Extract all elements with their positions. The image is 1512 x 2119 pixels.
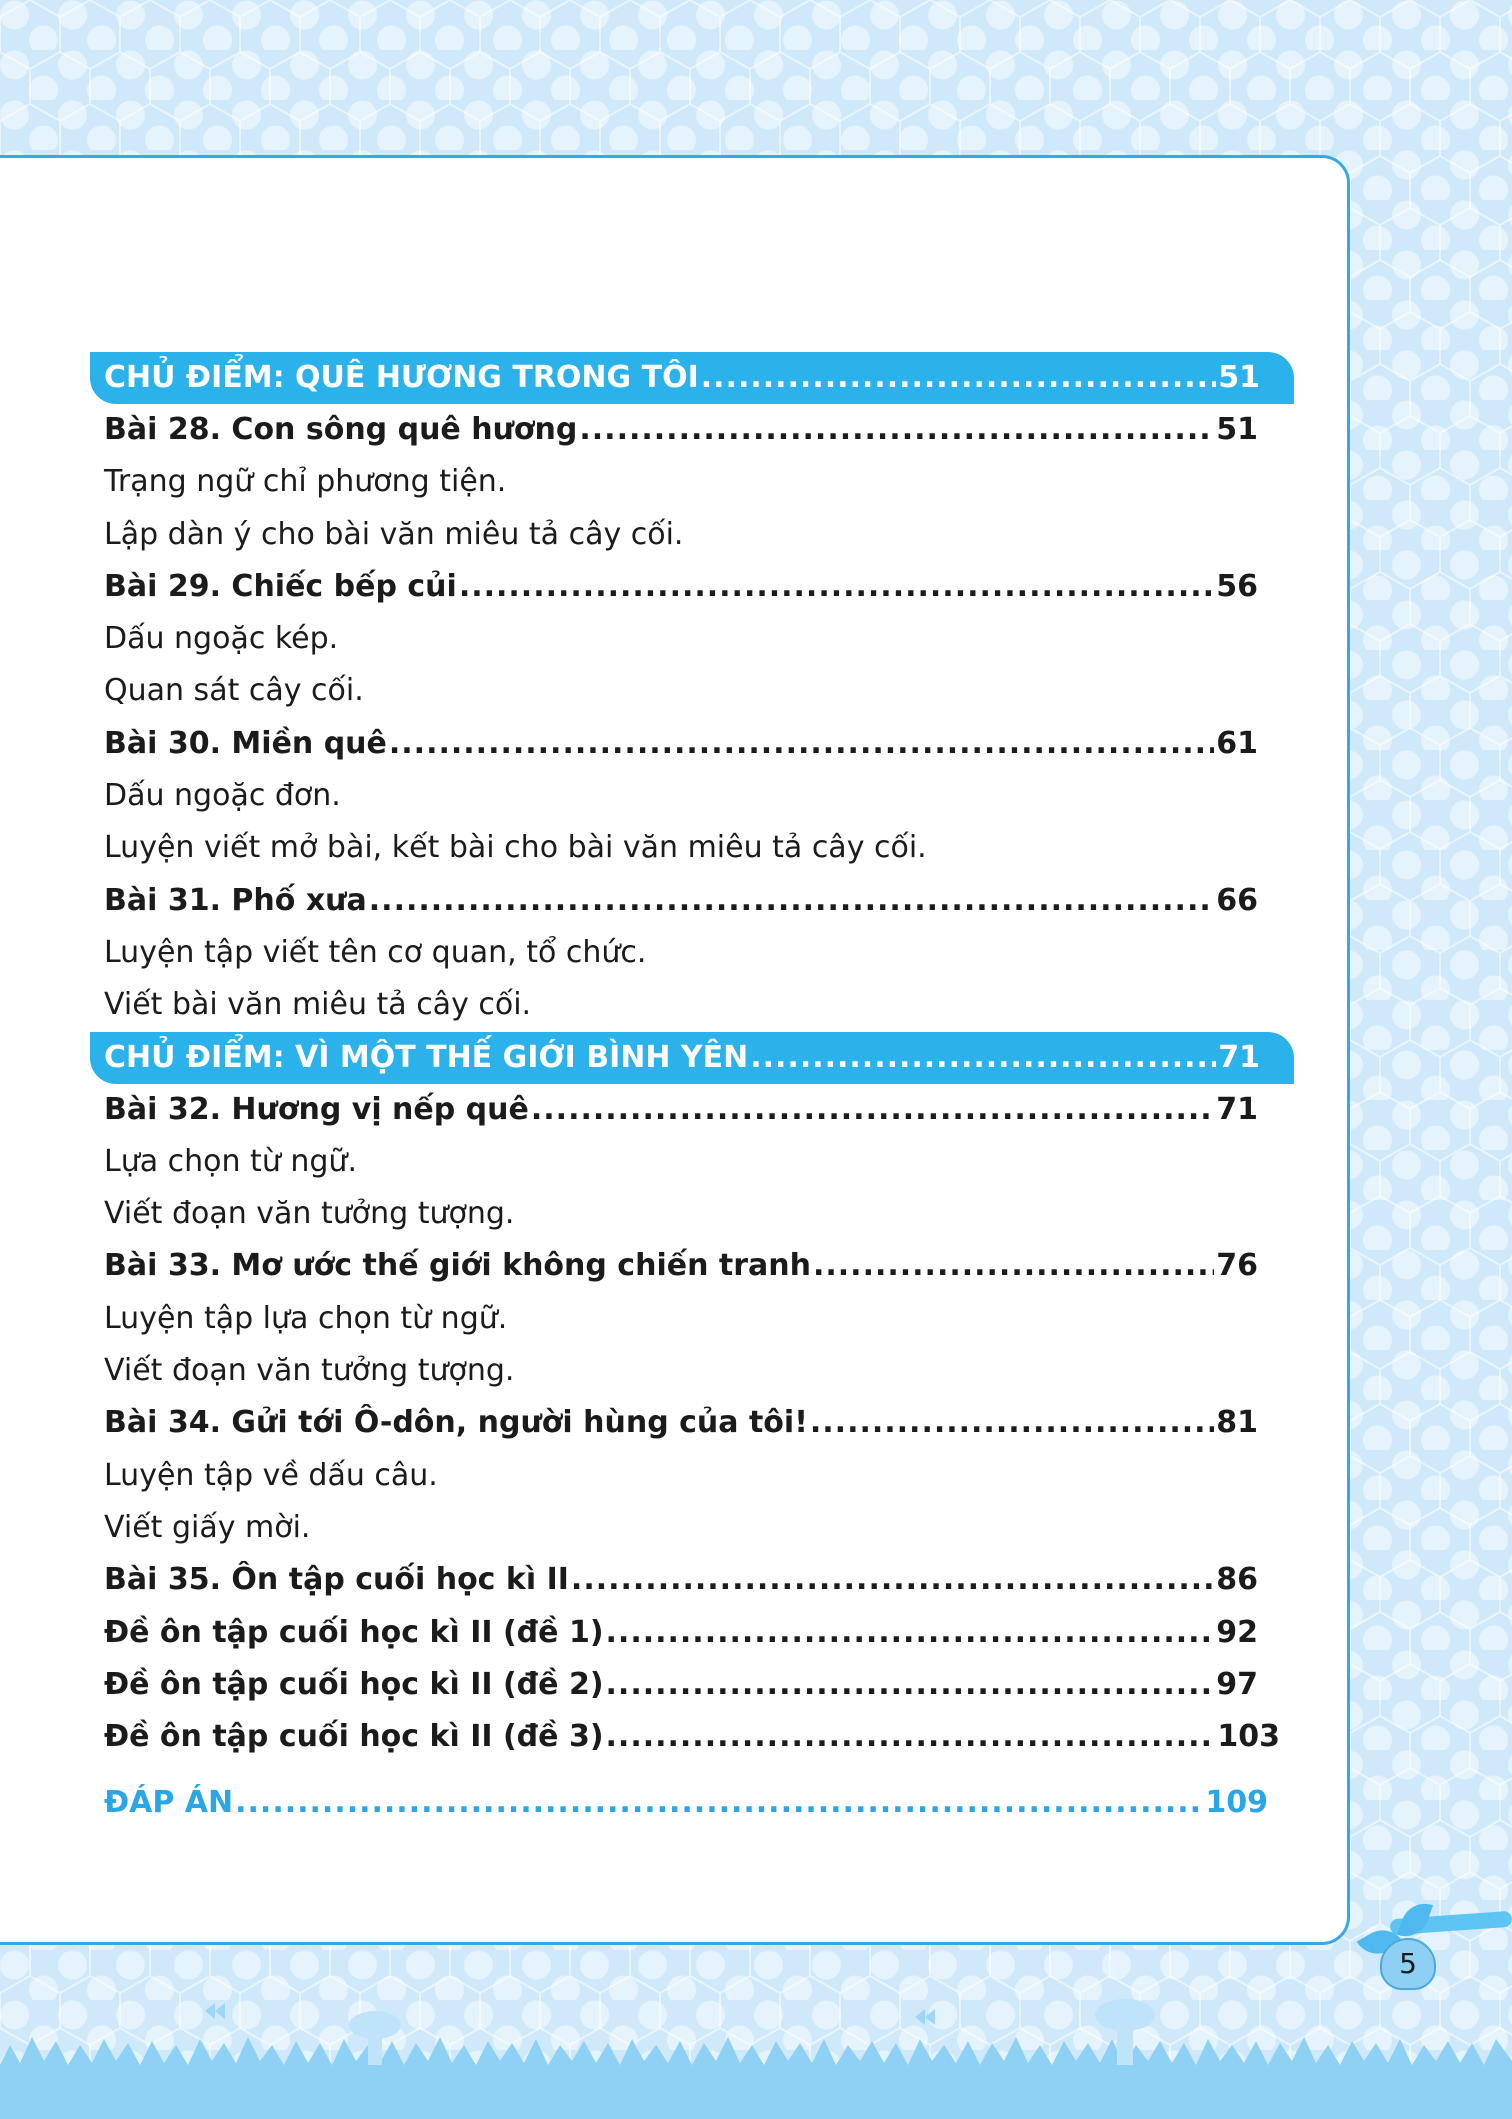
toc-lesson-entry[interactable] [90,561,1280,613]
toc-title: Bài 28. Con sông quê hương [104,412,578,447]
toc-title: Lập dàn ý cho bài văn miêu tả cây cối. [104,516,684,552]
toc-lesson-entry[interactable] [90,1554,1280,1606]
toc-exam-entry[interactable] [90,1711,1280,1763]
toc-title: Trạng ngữ chỉ phương tiện. [104,464,507,500]
toc-sub-line [90,613,1280,665]
toc-exam-entry[interactable] [90,1607,1280,1659]
toc-dot-leader [235,1777,1203,1829]
toc-title: Đề ôn tập cuối học kì II (đề 2) [104,1666,604,1702]
toc-sub-line [90,665,1280,717]
toc-dot-leader [606,1711,1216,1763]
toc-page-number: 51 [1218,360,1260,395]
toc-exam-entry[interactable] [90,1659,1280,1711]
toc-dot-leader [606,1659,1215,1711]
toc-page-number: 51 [1216,412,1258,447]
toc-sub-line [90,822,1280,874]
toc-title: Bài 35. Ôn tập cuối học kì II [104,1562,569,1598]
toc-page-number: 76 [1216,1248,1258,1284]
toc-title: Viết giấy mời. [104,1509,311,1545]
toc-page-number: 97 [1216,1666,1258,1702]
toc-dot-leader [459,561,1214,613]
toc-lesson-entry[interactable] [90,404,1280,456]
toc-title: Bài 31. Phố xưa [104,882,367,918]
toc-dot-leader [579,404,1214,456]
toc-page-number: 109 [1205,1785,1268,1821]
page-number: 5 [1380,1938,1436,1990]
toc-title: Bài 29. Chiếc bếp củi [104,568,457,604]
toc-dot-leader [813,1240,1214,1292]
toc-page-number: 56 [1216,568,1258,604]
toc-answer-entry[interactable] [90,1777,1280,1829]
toc-dot-leader [369,875,1214,927]
toc-dot-leader [531,1084,1214,1136]
toc-title: Luyện tập lựa chọn từ ngữ. [104,1300,508,1336]
toc-sub-line [90,1450,1280,1502]
toc-sub-line [90,509,1280,561]
toc-title: Đề ôn tập cuối học kì II (đề 3) [104,1719,604,1755]
toc-title: CHỦ ĐIỂM: QUÊ HƯƠNG TRONG TÔI [104,360,699,395]
toc-page-number: 66 [1216,882,1258,918]
toc-sub-line [90,1188,1280,1240]
toc-title: Viết bài văn miêu tả cây cối. [104,987,532,1023]
toc-sub-line [90,1136,1280,1188]
toc-lesson-entry[interactable] [90,875,1280,927]
toc-dot-leader [571,1554,1214,1606]
toc-title: Viết đoạn văn tưởng tượng. [104,1353,515,1389]
toc-sub-line [90,456,1280,508]
toc-dot-leader [810,1397,1214,1449]
toc-title: Bài 33. Mơ ước thế giới không chiến tranh [104,1248,811,1284]
toc-dot-leader [389,718,1214,770]
toc-lesson-entry[interactable] [90,718,1280,770]
toc-title: Bài 30. Miền quê [104,725,387,761]
toc-title: Dấu ngoặc kép. [104,621,339,657]
toc-page-number: 61 [1216,725,1258,761]
toc-lesson-entry[interactable] [90,1397,1280,1449]
toc-page-number: 92 [1216,1614,1258,1650]
toc-title: Luyện viết mở bài, kết bài cho bài văn miêu tả cây cối. [104,830,927,866]
toc-sub-line [90,1502,1280,1554]
toc-sub-line [90,979,1280,1031]
toc-title: Bài 32. Hương vị nếp quê [104,1091,529,1127]
toc-lesson-entry[interactable] [90,1240,1280,1292]
toc-sub-line [90,1345,1280,1397]
toc-dot-leader [750,1032,1216,1084]
toc-title: Dấu ngoặc đơn. [104,778,341,814]
toc-title: Quan sát cây cối. [104,673,364,709]
toc-page-number: 71 [1216,1091,1258,1127]
table-of-contents [90,352,1280,1830]
toc-title: Luyện tập về dấu câu. [104,1457,438,1493]
toc-sub-line [90,770,1280,822]
toc-title: CHỦ ĐIỂM: VÌ MỘT THẾ GIỚI BÌNH YÊN [104,1039,749,1075]
toc-title: Viết đoạn văn tưởng tượng. [104,1196,515,1232]
toc-sub-line [90,1293,1280,1345]
toc-title: Bài 34. Gửi tới Ô-dôn, người hùng của tôi! [104,1405,808,1441]
toc-page-number: 81 [1216,1405,1258,1441]
toc-title: Lựa chọn từ ngữ. [104,1143,357,1179]
toc-page-number: 103 [1217,1719,1280,1755]
toc-page-number: 71 [1218,1039,1260,1075]
toc-topic-entry[interactable] [90,352,1294,404]
toc-title: ĐÁP ÁN [104,1785,234,1821]
toc-title: Đề ôn tập cuối học kì II (đề 1) [104,1614,604,1650]
toc-topic-entry[interactable] [90,1032,1294,1084]
toc-page-number: 86 [1216,1562,1258,1598]
toc-dot-leader [701,352,1217,404]
toc-title: Luyện tập viết tên cơ quan, tổ chức. [104,934,647,970]
grass-decoration [0,1945,1512,2119]
toc-sub-line [90,927,1280,979]
toc-lesson-entry[interactable] [90,1084,1280,1136]
toc-dot-leader [606,1607,1215,1659]
